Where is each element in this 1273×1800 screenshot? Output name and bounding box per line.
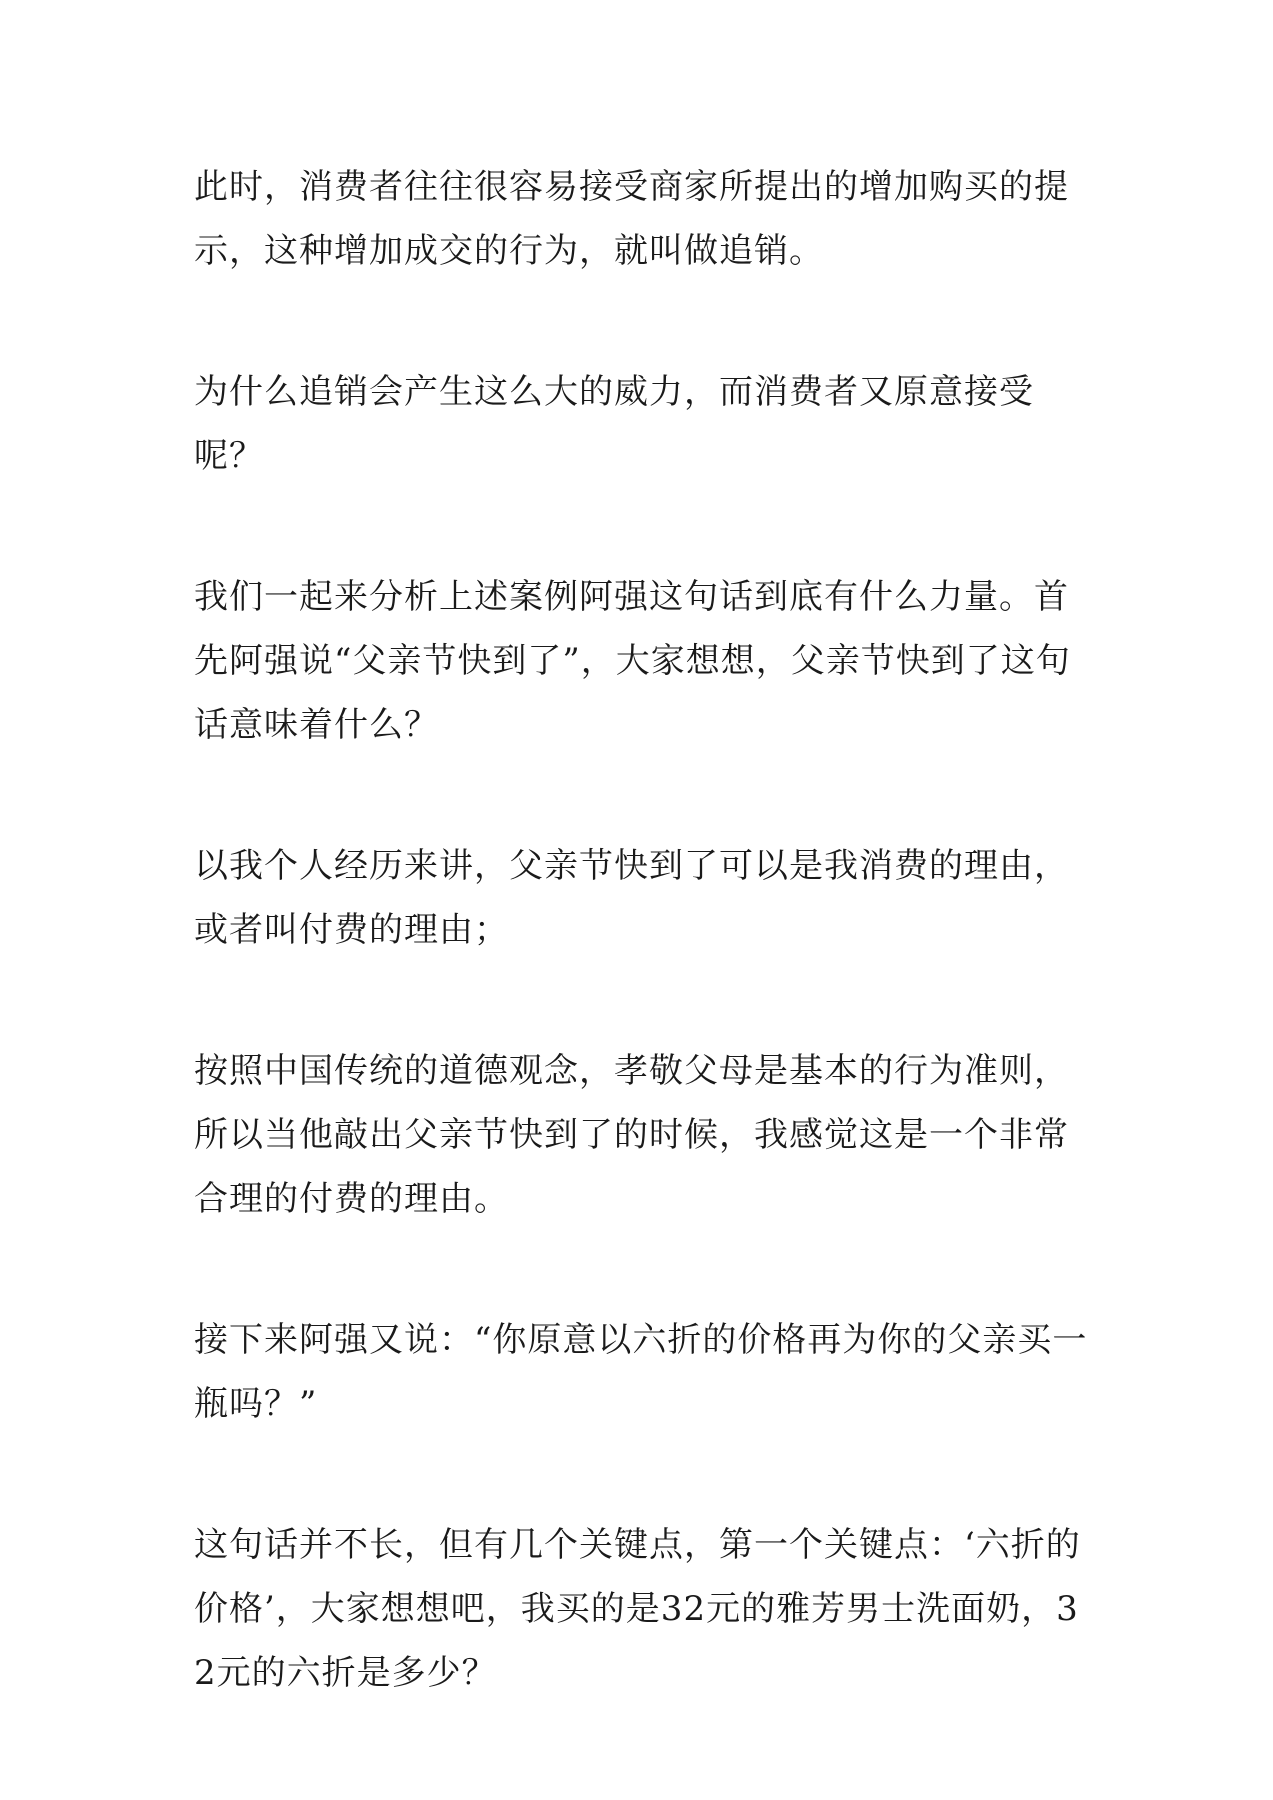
paragraph-why-question: 为什么追销会产生这么大的威力，而消费者又原意接受呢？ (194, 372, 1034, 476)
paragraph-upsell-definition: 此时，消费者往往很容易接受商家所提出的增加购买的提示，这种增加成交的行为，就叫做追销。 (194, 167, 1069, 271)
paragraph-tradition: 按照中国传统的道德观念，孝敬父母是基本的行为准则，所以当他敲出父亲节快到了的时候，我感觉这是一个非常合理的付费的理由。 (194, 1051, 1069, 1219)
paragraph-key-points: 这句话并不长，但有几个关键点，第一个关键点：‘六折的价格’，大家想想吧，我买的是32元的雅芳男士洗面奶，32元的六折是多少？ (194, 1525, 1081, 1693)
paragraph-offer-quote: 接下来阿强又说：“你原意以六折的价格再为你的父亲买一瓶吗？” (194, 1320, 1088, 1424)
paragraph-personal-experience: 以我个人经历来讲，父亲节快到了可以是我消费的理由，或者叫付费的理由； (194, 846, 1069, 950)
document-page (194, 155, 1094, 1705)
paragraph-case-analysis: 我们一起来分析上述案例阿强这句话到底有什么力量。首先阿强说“父亲节快到了”，大家想想，父亲节快到了这句话意味着什么？ (194, 577, 1071, 745)
